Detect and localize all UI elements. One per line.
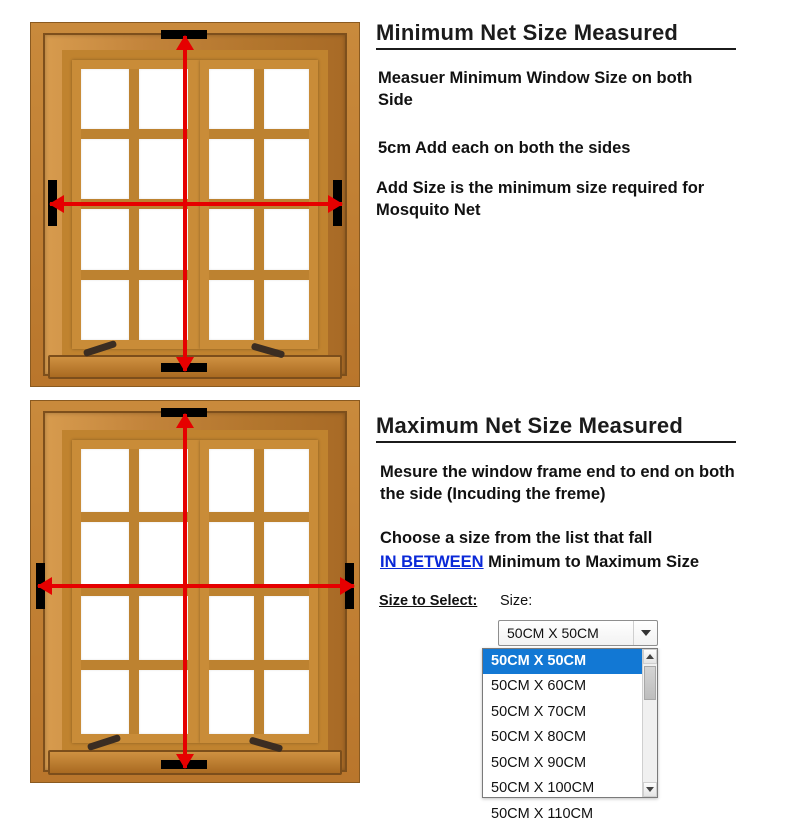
size-option-4[interactable]: 50CM X 90CM — [491, 754, 587, 771]
pane — [264, 670, 309, 734]
maximum-line-1: Mesure the window frame end to end on both the side (Incuding the freme) — [380, 463, 735, 503]
pane — [81, 209, 130, 269]
pane — [209, 280, 254, 340]
minimum-line-3: Add Size is the minimum size required for Mosquito Net — [376, 179, 705, 219]
scroll-up-icon[interactable] — [643, 649, 657, 664]
pane — [264, 449, 309, 513]
pane — [81, 139, 130, 199]
minimum-line-2: 5cm Add each on both the sides — [378, 139, 631, 157]
pane — [81, 449, 130, 513]
size-select[interactable] — [498, 620, 658, 646]
heading-maximum: Maximum Net Size Measured — [376, 413, 736, 443]
maximum-line-2: Choose a size from the list that fall — [380, 529, 653, 547]
size-select-dropdown[interactable] — [482, 648, 658, 822]
window-illustration-minimum — [30, 22, 360, 387]
pane — [264, 69, 309, 129]
measure-arrow-horizontal — [50, 194, 342, 214]
pane — [209, 449, 254, 513]
size-to-select-label: Size to Select: — [379, 593, 478, 609]
pane — [81, 280, 130, 340]
maximum-in-between-row — [380, 552, 780, 574]
size-option-6[interactable]: 50CM X 110CM — [491, 805, 594, 822]
dropdown-scrollbar[interactable] — [642, 649, 657, 797]
size-field-label: Size: — [500, 593, 533, 609]
in-between-highlight: IN BETWEEN — [380, 553, 484, 571]
minimum-line-1: Measuer Minimum Window Size on both Side — [378, 69, 693, 109]
pane — [264, 596, 309, 660]
chevron-down-icon[interactable] — [633, 621, 657, 645]
size-option-1[interactable]: 50CM X 60CM — [491, 678, 587, 695]
size-select-value: 50CM X 50CM — [507, 625, 599, 641]
pane — [209, 209, 254, 269]
size-option-5[interactable]: 50CM X 100CM — [491, 780, 595, 797]
pane — [81, 69, 130, 129]
size-option-3[interactable]: 50CM X 80CM — [491, 729, 587, 746]
in-between-tail: Minimum to Maximum Size — [483, 553, 700, 571]
scrollbar-thumb[interactable] — [644, 666, 656, 700]
pane — [81, 670, 130, 734]
heading-minimum: Minimum Net Size Measured — [376, 20, 736, 50]
measure-arrow-horizontal — [38, 576, 354, 596]
pane — [264, 209, 309, 269]
pane — [264, 280, 309, 340]
size-option-list[interactable] — [483, 649, 657, 827]
scroll-down-icon[interactable] — [643, 782, 657, 797]
size-option-0[interactable]: 50CM X 50CM — [483, 649, 657, 674]
pane — [209, 596, 254, 660]
window-illustration-maximum — [30, 400, 360, 783]
pane — [264, 139, 309, 199]
pane — [209, 69, 254, 129]
pane — [209, 139, 254, 199]
pane — [81, 596, 130, 660]
size-option-2[interactable]: 50CM X 70CM — [491, 703, 587, 720]
pane — [209, 670, 254, 734]
